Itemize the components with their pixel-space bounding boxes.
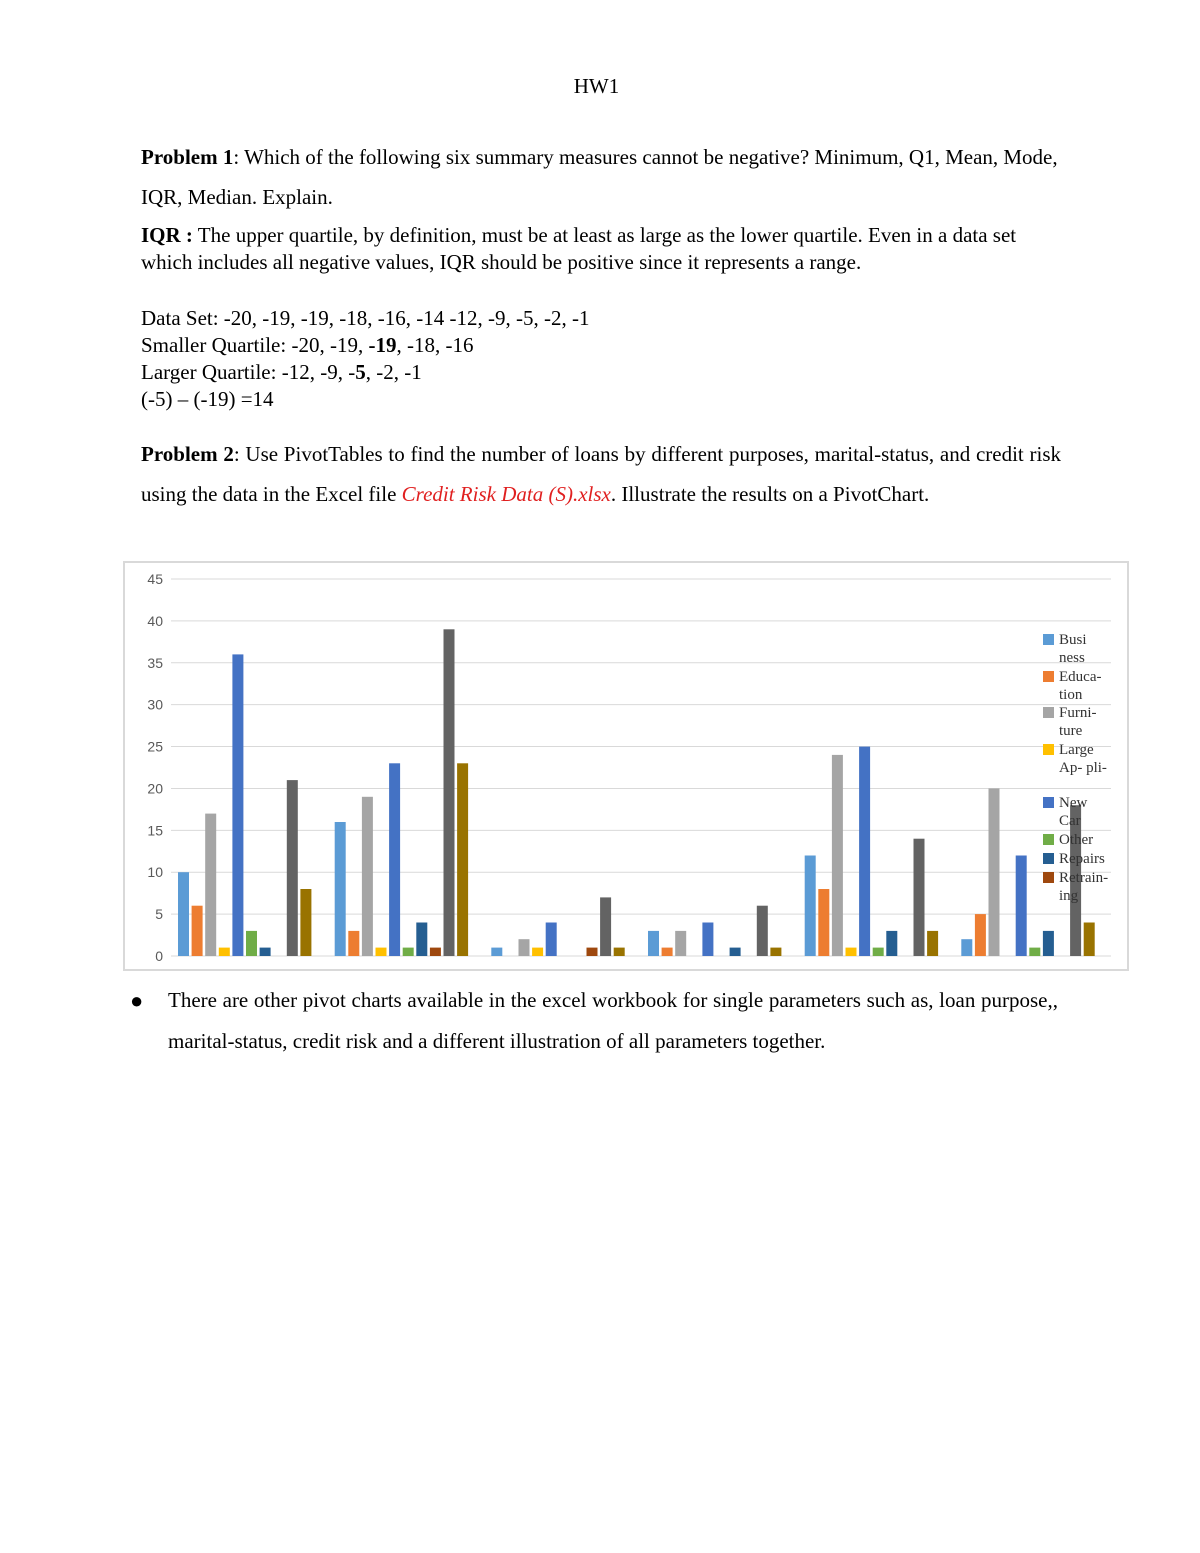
legend-swatch [1043,797,1054,808]
bar-series-9-group-2 [444,629,455,956]
y-tick-label: 0 [155,948,163,964]
bar-series-4-group-5 [846,948,857,956]
bar-series-1-group-5 [805,856,816,957]
problem-2-paragraph [141,434,1061,514]
larger-quartile-prefix: Larger Quartile: -12, -9, - [141,360,356,384]
bar-series-7-group-5 [886,931,897,956]
iqr-heading: IQR : [141,223,193,247]
bar-series-3-group-4 [675,931,686,956]
bar-series-1-group-2 [335,822,346,956]
bar-series-2-group-1 [192,906,203,956]
bullet-text: There are other pivot charts available in the excel workbook for single parameters such as, loan purpose,, marital-status, credit risk and a different illustration of all parameters together. [168,988,1058,1053]
bar-series-4-group-3 [532,948,543,956]
legend-swatch [1043,707,1054,718]
legend-label: Busi ness [1059,632,1087,666]
bar-series-2-group-4 [662,948,673,956]
problem-1-text: : Which of the following six summary measures cannot be negative? Minimum, Q1, Mean, Mode, IQR, Median. Explain. [141,145,1058,209]
bar-series-1-group-6 [961,939,972,956]
pivot-chart [123,561,1129,971]
bar-series-5-group-6 [1016,856,1027,957]
bar-series-5-group-5 [859,747,870,956]
pivot-chart-plot [125,563,1127,969]
smaller-quartile-suffix: , -18, -16 [396,333,474,357]
larger-quartile-line [141,359,590,386]
legend-label: Repairs [1059,851,1105,867]
legend-swatch [1043,634,1054,645]
bar-series-8-group-3 [587,948,598,956]
bar-series-6-group-2 [403,948,414,956]
legend-label: Other [1059,832,1094,848]
legend-swatch [1043,744,1054,755]
smaller-quartile-median: -19 [368,333,397,357]
bar-series-2-group-6 [975,914,986,956]
bar-series-3-group-2 [362,797,373,956]
bar-series-7-group-6 [1043,931,1054,956]
smaller-quartile-line [141,332,590,359]
bar-series-1-group-4 [648,931,659,956]
problem-1-paragraph [141,137,1061,217]
y-tick-label: 25 [147,738,163,755]
bar-series-3-group-3 [519,939,530,956]
dataset-line: Data Set: -20, -19, -19, -18, -16, -14 -12, -9, -5, -2, -1 [141,306,590,330]
legend-swatch [1043,834,1054,845]
bar-series-9-group-5 [914,839,925,956]
y-tick-label: 35 [147,654,163,671]
bar-series-1-group-3 [491,948,502,956]
bar-series-10-group-1 [300,889,311,956]
bar-series-7-group-1 [260,948,271,956]
larger-quartile-suffix: , -2, -1 [365,360,422,384]
legend-label: New Car [1059,795,1088,829]
problem-1-heading: Problem 1 [141,145,234,169]
problem-2-heading: Problem 2 [141,442,234,466]
legend-label: Retrain- ing [1059,870,1109,904]
problem-2-text-a: : Use PivotTables to find the number of loans by different purposes, marital-status, and credit risk using the data in the Excel file [141,442,1061,506]
legend-swatch [1043,853,1054,864]
bar-series-7-group-4 [730,948,741,956]
y-tick-label: 20 [147,780,163,797]
larger-quartile-median: 5 [355,360,366,384]
bar-series-8-group-2 [430,948,441,956]
y-tick-label: 30 [147,696,163,713]
document-title: HW1 [573,74,620,98]
bar-series-2-group-5 [818,889,829,956]
y-tick-label: 10 [147,864,163,881]
iqr-text: The upper quartile, by definition, must be at least as large as the lower quartile. Even in a data set which includes all negative values, IQR should be positive since it represents a range. [141,223,1017,274]
bar-series-6-group-1 [246,931,257,956]
bar-series-3-group-6 [989,788,1000,956]
legend-label: Educa- tion [1059,669,1102,703]
bar-series-10-group-4 [770,948,781,956]
bullet-icon: ● [130,988,144,1013]
smaller-quartile-prefix: Smaller Quartile: -20, -19, [141,333,369,357]
y-tick-label: 5 [155,906,163,923]
bar-series-9-group-1 [287,780,298,956]
bar-series-5-group-3 [546,923,557,957]
dataset-block [141,305,590,413]
bar-series-9-group-4 [757,906,768,956]
bar-series-4-group-1 [219,948,230,956]
bar-series-4-group-2 [376,948,387,956]
excel-file-name: Credit Risk Data (S).xlsx [401,482,611,506]
bar-series-7-group-2 [416,923,427,957]
bar-series-10-group-6 [1084,923,1095,957]
bar-series-9-group-3 [600,897,611,956]
iqr-paragraph [141,222,1071,276]
y-tick-label: 15 [147,822,163,839]
iqr-calculation-line: (-5) – (-19) =14 [141,387,274,411]
bar-series-5-group-2 [389,763,400,956]
bar-series-3-group-5 [832,755,843,956]
bar-series-6-group-6 [1029,948,1040,956]
bar-series-10-group-5 [927,931,938,956]
bar-series-10-group-2 [457,763,468,956]
bar-series-3-group-1 [205,814,216,956]
bar-series-2-group-2 [348,931,359,956]
y-tick-label: 40 [147,612,163,629]
legend-label: Furni- ture [1059,705,1097,739]
legend-swatch [1043,671,1054,682]
problem-2-text-b: . Illustrate the results on a PivotChart. [610,482,930,506]
bar-series-10-group-3 [614,948,625,956]
y-tick-label: 45 [147,571,163,587]
bar-series-5-group-4 [702,923,713,957]
bar-series-1-group-1 [178,872,189,956]
bar-series-6-group-5 [873,948,884,956]
legend-label: Large Ap- pli- [1059,742,1107,776]
bar-series-5-group-1 [232,654,243,956]
legend-swatch [1043,872,1054,883]
